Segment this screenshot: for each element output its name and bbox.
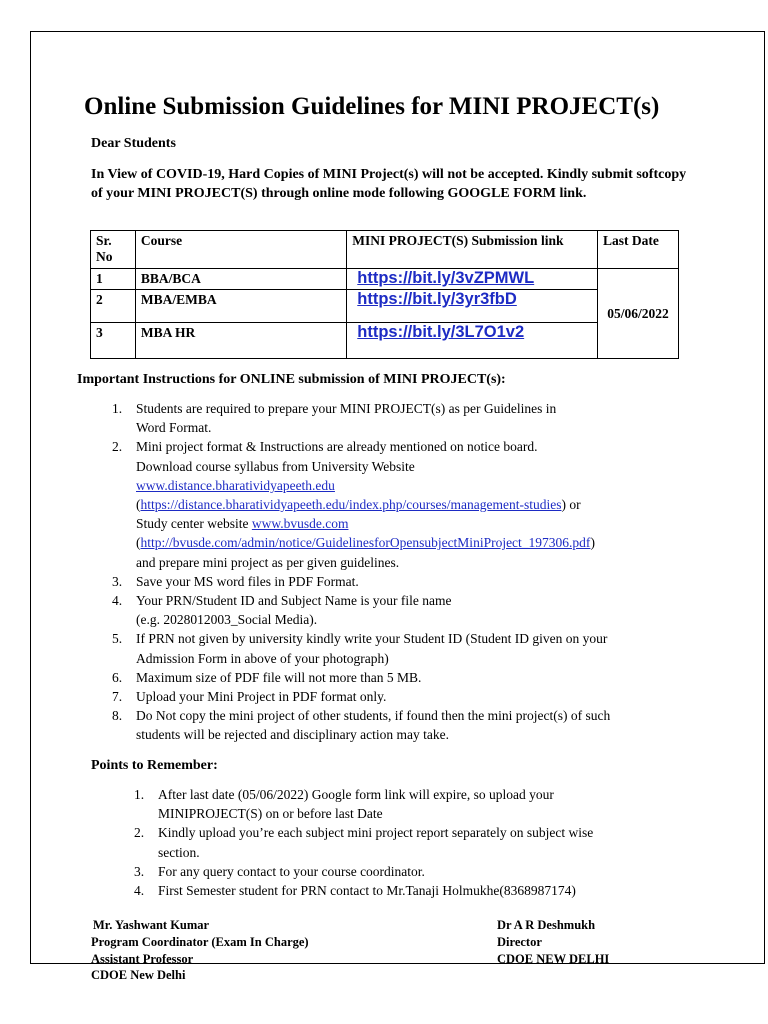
list-item [134,862,658,881]
paren-close: ) or [561,497,581,513]
table-row [91,290,679,323]
item-text: MINIPROJECT(S) on or before last Date [158,806,383,822]
item-number: 2. [134,825,145,841]
last-date: 05/06/2022 [607,305,669,321]
list-item [112,437,656,571]
item-text: Your PRN/Student ID and Subject Name is your file name [136,593,452,609]
item-text: Do Not copy the mini project of other students, if found then the mini project(s) of such [136,708,611,724]
item-number: 3. [112,573,123,589]
item-text: If PRN not given by university kindly write your Student ID (Student ID given on your [136,631,608,647]
points-heading: Points to Remember: [91,758,218,773]
item-number: 4. [134,883,145,899]
signature-left [91,917,309,984]
list-item [112,399,656,437]
submission-link-bba-bca[interactable]: https://bit.ly/3vZPMWL [357,269,535,287]
list-item [112,591,656,629]
item-text: First Semester student for PRN contact to Mr.Tanaji Holmukhe(8368987174) [158,883,576,899]
item-text: Maximum size of PDF file will not more than 5 MB. [136,669,422,685]
item-number: 5. [112,631,123,647]
row-course: MBA/EMBA [135,290,346,323]
item-text: Admission Form in above of your photograph) [136,650,389,666]
list-item [112,687,656,706]
item-text: After last date (05/06/2022) Google form link will expire, so upload your [158,787,554,802]
list-item [112,629,656,667]
header-sr-no [91,231,136,269]
header-link: MINI PROJECT(S) Submission link [347,231,598,269]
list-item [134,785,658,823]
item-text: and prepare mini project as per given guidelines. [136,554,400,570]
item-text: Kindly upload you’re each subject mini project report separately on subject wise [158,825,594,841]
row-sr: 1 [91,269,136,290]
signature-right [497,917,609,967]
item-number: 6. [112,669,123,685]
item-text: Word Format. [136,420,212,436]
item-text: Upload your Mini Project in PDF format only. [136,689,387,705]
item-text: section. [158,844,200,860]
table-row [91,323,679,359]
table-header-row [91,231,679,269]
item-text: Mini project format & Instructions are already mentioned on notice board. [136,439,538,455]
paren-close: ) [590,535,595,551]
study-center-website-link[interactable]: www.bvusde.com [251,516,349,532]
signatory-role: Program Coordinator (Exam In Charge) [91,934,309,949]
signatory-office: CDOE New Delhi [91,968,186,983]
signatory-office: CDOE NEW DELHI [497,951,610,966]
item-text: (e.g. 2028012003_Social Media). [136,612,318,628]
page-title: Online Submission Guidelines for MINI PROJECT(s) [84,93,660,120]
submission-table [90,230,679,359]
header-last-date: Last Date [598,231,679,269]
signatory-name: Mr. Yashwant Kumar [93,918,210,932]
item-text: Students are required to prepare your MINI PROJECT(s) as per Guidelines in [136,401,557,416]
item-text: Study center website [136,516,252,532]
item-number: 1. [134,787,145,802]
row-course: BBA/BCA [135,269,346,290]
list-item [112,572,656,591]
item-number: 4. [112,593,123,609]
item-number: 1. [112,401,123,416]
header-sr-line2: No [96,249,113,264]
item-number: 2. [112,439,123,455]
list-item [134,823,658,861]
list-item [112,668,656,687]
guidelines-pdf-link[interactable]: http://bvusde.com/admin/notice/GuidelinesforOpensubjectMiniProject_197306.pdf [140,535,591,551]
item-text: For any query contact to your course coordinator. [158,863,425,879]
item-text: students will be rejected and disciplinary action may take. [136,727,450,743]
item-text: Download course syllabus from University Website [136,458,415,474]
instructions-list [112,399,656,745]
last-date-cell [598,269,679,359]
list-item [134,881,658,900]
signatory-role: Director [497,934,542,949]
row-course: MBA HR [135,323,346,359]
item-number: 7. [112,689,123,705]
paren-open: ( [136,497,141,513]
university-website-link[interactable]: www.distance.bharatividyapeeth.edu [136,477,335,493]
item-number: 3. [134,863,145,879]
signatory-role: Assistant Professor [91,951,194,966]
header-sr-line1: Sr. [96,233,112,248]
submission-link-mba-hr[interactable]: https://bit.ly/3L7O1v2 [357,323,525,341]
item-number: 8. [112,708,123,724]
paren-open: ( [136,535,141,551]
header-course: Course [135,231,346,269]
signatory-name: Dr A R Deshmukh [497,918,596,932]
row-sr: 2 [91,290,136,323]
item-text: Save your MS word files in PDF Format. [136,573,359,589]
points-list [134,785,658,900]
table-row [91,269,679,290]
instructions-heading: Important Instructions for ONLINE submission of MINI PROJECT(s): [77,372,506,387]
row-sr: 3 [91,323,136,359]
management-studies-link[interactable]: https://distance.bharatividyapeeth.edu/index.php/courses/management-studies [140,497,562,513]
submission-link-mba-emba[interactable]: https://bit.ly/3yr3fbD [357,290,517,308]
greeting: Dear Students [91,136,176,151]
list-item [112,706,656,744]
intro-paragraph: In View of COVID-19, Hard Copies of MINI Project(s) will not be accepted. Kindly submit softcopy of your MINI PROJECT(S) through online mode following GOOGLE FORM link. [91,167,687,201]
